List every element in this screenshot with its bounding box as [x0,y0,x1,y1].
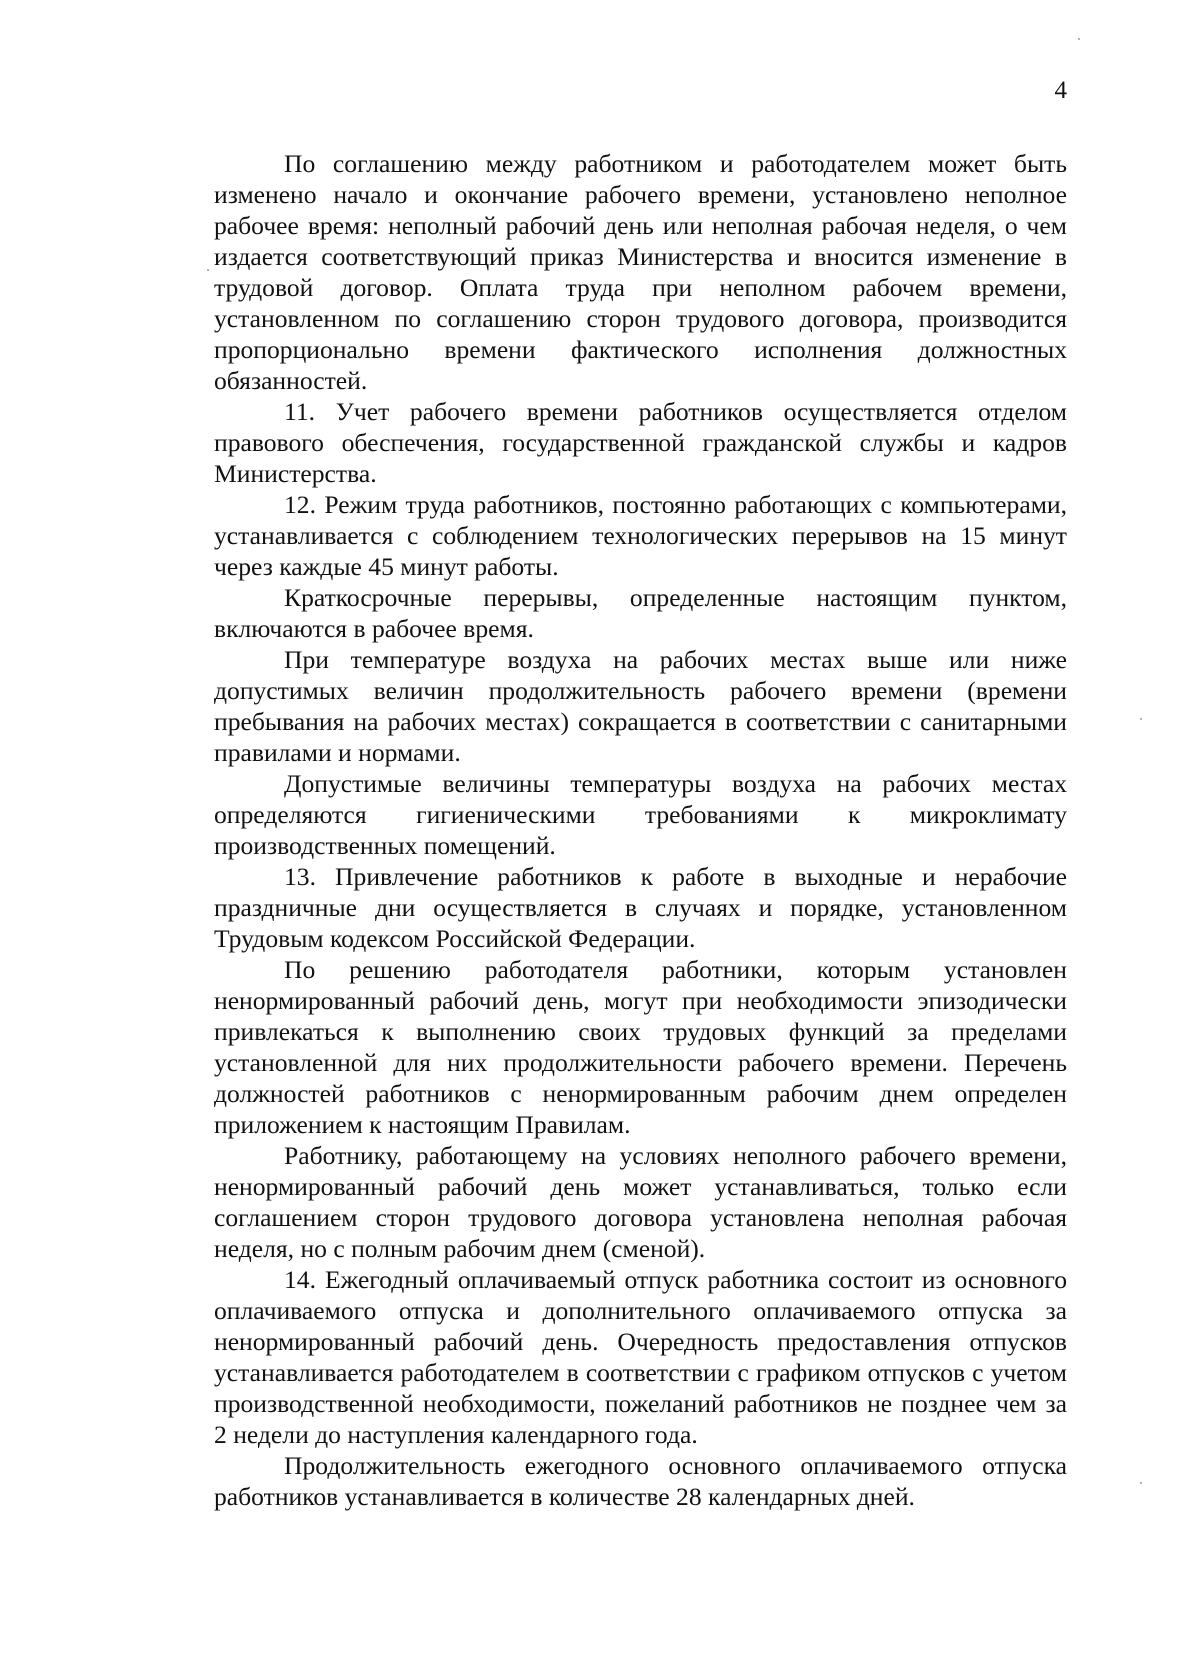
paragraph-clause-11: 11. Учет рабочего времени работников осуществляется отделом правового обеспечения, государственной гражданской службы и кадров Министерства. [214,397,1067,488]
page-number: 4 [1054,77,1067,104]
scan-speck [1140,1482,1142,1484]
paragraph-clause-14: 14. Ежегодный оплачиваемый отпуск работника состоит из основного оплачиваемого отпуска и дополнительного оплачиваемого отпуска за ненормированный рабочий день. Очередность предоставления отпусков устанавливается работодателем в соответствии с графиком отпусков с учетом производственной необходимости, пожеланий работников не позднее чем за 2 недели до наступления календарного года. [214,1265,1067,1449]
document-body [214,148,1067,1512]
paragraph-temperature-limits: Допустимые величины температуры воздуха на рабочих местах определяются гигиеническими требованиями к микроклимату производственных помещений. [214,769,1067,860]
paragraph-clause-12: 12. Режим труда работников, постоянно работающих с компьютерами, устанавливается с соблюдением технологических перерывов на 15 минут через каждые 45 минут работы. [214,490,1067,581]
paragraph-clause-13: 13. Привлечение работников к работе в выходные и нерабочие праздничные дни осуществляется в случаях и порядке, установленном Трудовым кодексом Российской Федерации. [214,862,1067,953]
paragraph-air-temperature: При температуре воздуха на рабочих местах выше или ниже допустимых величин продолжительность рабочего времени (времени пребывания на рабочих местах) сокращается в соответствии с санитарными правилами и нормами. [214,645,1067,767]
scan-speck [1078,38,1080,40]
paragraph-part-time-work: По соглашению между работником и работодателем может быть изменено начало и окончание рабочего времени, установлено неполное рабочее время: неполный рабочий день или неполная рабочая неделя, о чем издается соответствующий приказ Министерства и вносится изменение в трудовой договор. Оплата труда при неполном рабочем времени, установленном по соглашению сторон трудового договора, производится пропорционально времени фактического исполнения должностных обязанностей. [214,149,1067,395]
paragraph-part-time-irregular: Работнику, работающему на условиях неполного рабочего времени, ненормированный рабочий день может устанавливаться, только если соглашением сторон трудового договора установлена неполная рабочая неделя, но с полным рабочим днем (сменой). [214,1141,1067,1263]
paragraph-irregular-day: По решению работодателя работники, которым установлен ненормированный рабочий день, могут при необходимости эпизодически привлекаться к выполнению своих трудовых функций за пределами установленной для них продолжительности рабочего времени. Перечень должностей работников с ненормированным рабочим днем определен приложением к настоящим Правилам. [214,955,1067,1139]
paragraph-short-breaks: Краткосрочные перерывы, определенные настоящим пунктом, включаются в рабочее время. [214,583,1067,643]
paragraph-leave-duration: Продолжительность ежегодного основного оплачиваемого отпуска работников устанавливается в количестве 28 календарных дней. [214,1451,1067,1511]
scan-speck [1140,718,1142,720]
scan-speck [207,269,209,271]
